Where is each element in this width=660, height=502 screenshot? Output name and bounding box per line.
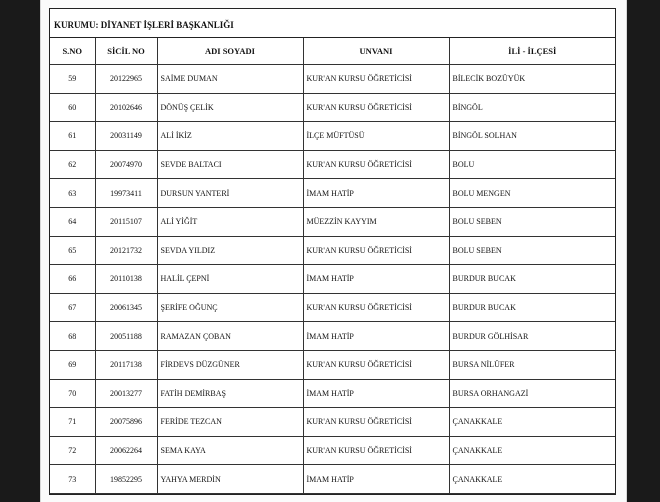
row-full-name: FİRDEVS DÜZGÜNER: [157, 350, 303, 379]
table-row: [50, 350, 615, 379]
row-registry-no: 19973411: [95, 179, 157, 208]
row-full-name: YAHYA MERDİN: [157, 465, 303, 494]
row-title: İMAM HATİP: [303, 379, 449, 408]
row-province-district: ÇANAKKALE: [449, 408, 615, 437]
table-row: [50, 465, 615, 494]
row-title: KUR'AN KURSU ÖĞRETİCİSİ: [303, 236, 449, 265]
row-title: KUR'AN KURSU ÖĞRETİCİSİ: [303, 293, 449, 322]
table-row: [50, 236, 615, 265]
row-province-district: BURSA NİLÜFER: [449, 350, 615, 379]
header-sno: S.NO: [50, 38, 95, 65]
row-province-district: BOLU SEBEN: [449, 236, 615, 265]
row-sno: 69: [50, 350, 95, 379]
row-registry-no: 20075896: [95, 408, 157, 437]
row-full-name: SEMA KAYA: [157, 436, 303, 465]
row-full-name: ALİ YİĞİT: [157, 207, 303, 236]
row-title: MÜEZZİN KAYYIM: [303, 207, 449, 236]
row-sno: 62: [50, 150, 95, 179]
row-title: İMAM HATİP: [303, 265, 449, 294]
institution-title: KURUMU: DİYANET İŞLERİ BAŞKANLIĞI: [50, 9, 615, 38]
row-sno: 65: [50, 236, 95, 265]
header-registry-no: SİCİL NO: [95, 38, 157, 65]
row-title: İMAM HATİP: [303, 322, 449, 351]
row-registry-no: 20062264: [95, 436, 157, 465]
row-registry-no: 20110138: [95, 265, 157, 294]
row-full-name: DURSUN YANTERİ: [157, 179, 303, 208]
header-full-name: ADI SOYADI: [157, 38, 303, 65]
row-registry-no: 20121732: [95, 236, 157, 265]
row-title: İLÇE MÜFTÜSÜ: [303, 122, 449, 151]
document-page: [40, 0, 627, 502]
row-sno: 59: [50, 65, 95, 94]
row-full-name: HALİL ÇEPNİ: [157, 265, 303, 294]
table-row: [50, 150, 615, 179]
row-full-name: ALİ İKİZ: [157, 122, 303, 151]
row-registry-no: 20115107: [95, 207, 157, 236]
row-title: KUR'AN KURSU ÖĞRETİCİSİ: [303, 65, 449, 94]
row-full-name: SAİME DUMAN: [157, 65, 303, 94]
table-row: [50, 122, 615, 151]
row-full-name: RAMAZAN ÇOBAN: [157, 322, 303, 351]
row-sno: 73: [50, 465, 95, 494]
row-registry-no: 20102646: [95, 93, 157, 122]
row-province-district: BOLU MENGEN: [449, 179, 615, 208]
row-registry-no: 20013277: [95, 379, 157, 408]
table-body: [50, 65, 615, 494]
row-province-district: BOLU SEBEN: [449, 207, 615, 236]
header-province-district: İLİ - İLÇESİ: [449, 38, 615, 65]
table-row: [50, 293, 615, 322]
table-row: [50, 436, 615, 465]
header-title: UNVANI: [303, 38, 449, 65]
row-full-name: SEVDA YILDIZ: [157, 236, 303, 265]
row-registry-no: 20051188: [95, 322, 157, 351]
row-sno: 60: [50, 93, 95, 122]
row-sno: 68: [50, 322, 95, 351]
row-title: İMAM HATİP: [303, 179, 449, 208]
row-registry-no: 19852295: [95, 465, 157, 494]
row-province-district: BOLU: [449, 150, 615, 179]
personnel-table: [50, 38, 615, 494]
row-registry-no: 20074970: [95, 150, 157, 179]
row-full-name: FERİDE TEZCAN: [157, 408, 303, 437]
row-province-district: BURDUR BUCAK: [449, 265, 615, 294]
table-row: [50, 379, 615, 408]
personnel-list: [49, 8, 616, 495]
row-province-district: BURDUR BUCAK: [449, 293, 615, 322]
row-registry-no: 20061345: [95, 293, 157, 322]
row-sno: 64: [50, 207, 95, 236]
row-full-name: ŞERİFE OĞUNÇ: [157, 293, 303, 322]
table-row: [50, 408, 615, 437]
row-province-district: BİNGÖL SOLHAN: [449, 122, 615, 151]
row-province-district: BURDUR GÖLHİSAR: [449, 322, 615, 351]
row-title: KUR'AN KURSU ÖĞRETİCİSİ: [303, 150, 449, 179]
table-row: [50, 93, 615, 122]
row-sno: 71: [50, 408, 95, 437]
row-title: KUR'AN KURSU ÖĞRETİCİSİ: [303, 408, 449, 437]
row-province-district: BİNGÖL: [449, 93, 615, 122]
row-registry-no: 20122965: [95, 65, 157, 94]
table-row: [50, 265, 615, 294]
row-sno: 67: [50, 293, 95, 322]
header-row: [50, 38, 615, 65]
row-full-name: SEVDE BALTACI: [157, 150, 303, 179]
row-province-district: BURSA ORHANGAZİ: [449, 379, 615, 408]
row-title: KUR'AN KURSU ÖĞRETİCİSİ: [303, 350, 449, 379]
row-province-district: BİLECİK BOZÜYÜK: [449, 65, 615, 94]
table-row: [50, 179, 615, 208]
row-full-name: DÖNÜŞ ÇELİK: [157, 93, 303, 122]
row-registry-no: 20117138: [95, 350, 157, 379]
row-sno: 63: [50, 179, 95, 208]
row-sno: 70: [50, 379, 95, 408]
row-sno: 72: [50, 436, 95, 465]
row-province-district: ÇANAKKALE: [449, 436, 615, 465]
row-province-district: ÇANAKKALE: [449, 465, 615, 494]
row-sno: 66: [50, 265, 95, 294]
row-full-name: FATİH DEMİRBAŞ: [157, 379, 303, 408]
table-row: [50, 65, 615, 94]
row-sno: 61: [50, 122, 95, 151]
row-title: KUR'AN KURSU ÖĞRETİCİSİ: [303, 436, 449, 465]
table-row: [50, 322, 615, 351]
table-row: [50, 207, 615, 236]
row-title: KUR'AN KURSU ÖĞRETİCİSİ: [303, 93, 449, 122]
row-title: İMAM HATİP: [303, 465, 449, 494]
row-registry-no: 20031149: [95, 122, 157, 151]
